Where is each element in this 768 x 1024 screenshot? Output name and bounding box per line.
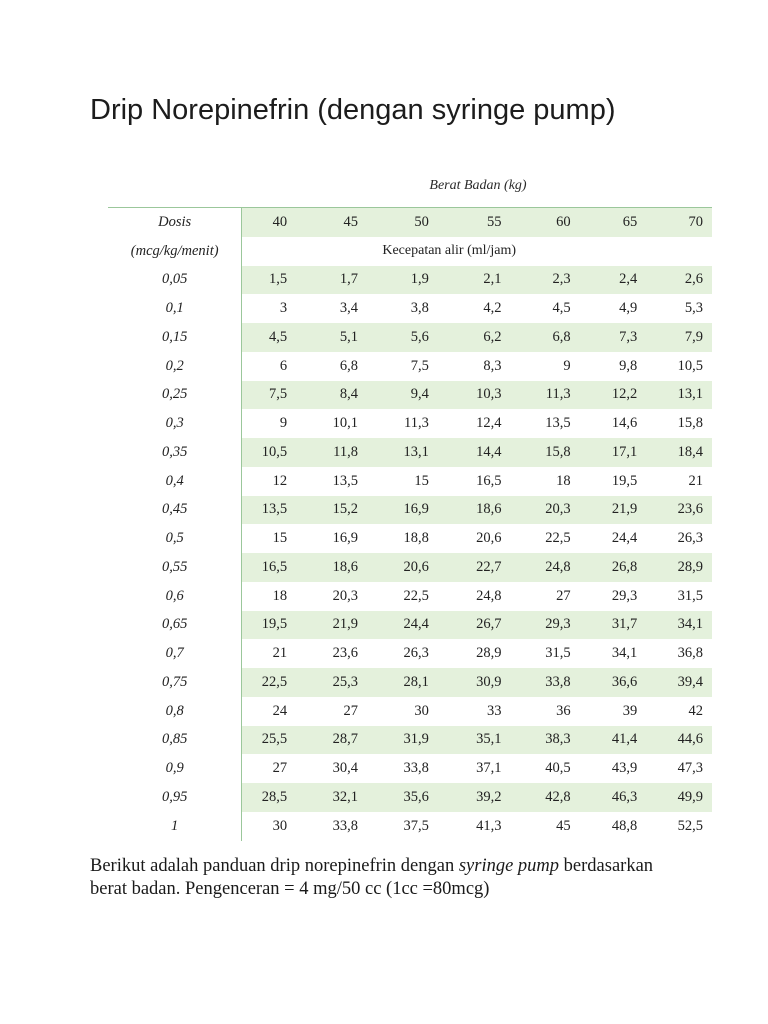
flow-rate-cell: 39 — [622, 702, 638, 719]
table-row — [108, 697, 712, 726]
flow-rate-cell: 3,4 — [339, 300, 358, 317]
flow-rate-cell: 7,5 — [410, 357, 429, 374]
table-row — [108, 524, 712, 553]
dose-cell: 0,7 — [108, 639, 242, 668]
flow-rate-cell: 36,6 — [580, 668, 647, 697]
flow-rate-cell: 13,5 — [545, 415, 571, 432]
table-row — [108, 409, 712, 438]
weight-header-cell: 45 — [296, 208, 367, 237]
flow-rate-cell: 26,8 — [580, 553, 647, 582]
flow-rate-cell: 7,3 — [580, 323, 647, 352]
flow-rate-cell: 11,8 — [296, 438, 367, 467]
flow-rate-cell: 16,9 — [332, 530, 358, 547]
flow-rate-cell: 26,3 — [403, 645, 429, 662]
table-row — [108, 639, 712, 668]
dose-cell: 0,9 — [108, 754, 242, 783]
flow-rate-cell: 30,4 — [332, 760, 358, 777]
flow-rate-cell: 23,6 — [646, 496, 712, 525]
flow-rate-cell: 13,1 — [367, 438, 438, 467]
flow-rate-cell: 13,5 — [332, 472, 358, 489]
table-row — [108, 754, 712, 783]
flow-rate-cell: 15 — [272, 530, 288, 547]
flow-rate-cell: 20,3 — [332, 587, 358, 604]
table-row — [108, 438, 712, 467]
flow-rate-cell: 12,4 — [476, 415, 502, 432]
dose-cell: 0,5 — [108, 524, 242, 553]
flow-rate-cell: 43,9 — [611, 760, 638, 777]
flow-rate-cell: 26,7 — [438, 611, 511, 640]
units-header-row — [108, 237, 712, 266]
dose-cell: 0,25 — [108, 381, 242, 410]
flow-rate-cell: 5,6 — [367, 323, 438, 352]
flow-rate-cell: 9 — [279, 415, 288, 432]
flow-rate-cell: 21,9 — [580, 496, 647, 525]
table-row — [108, 381, 712, 410]
table-row — [108, 294, 712, 323]
flow-rate-cell: 41,4 — [580, 726, 647, 755]
flow-rate-cell: 10,5 — [677, 357, 703, 374]
flow-rate-cell: 18 — [556, 472, 571, 489]
dose-cell: 0,8 — [108, 697, 242, 726]
flow-rate-cell: 37,1 — [476, 760, 502, 777]
flow-rate-cell: 27 — [343, 702, 358, 719]
flow-rate-cell: 25,3 — [296, 668, 367, 697]
flow-rate-cell: 6 — [279, 357, 288, 374]
flow-rate-cell: 8,4 — [296, 381, 367, 410]
flow-rate-cell: 16,9 — [367, 496, 438, 525]
flow-rate-cell: 1,5 — [242, 266, 296, 295]
flow-rate-cell: 32,1 — [296, 783, 367, 812]
table-row — [108, 323, 712, 352]
flow-rate-cell: 13,5 — [242, 496, 296, 525]
flow-rate-cell: 41,3 — [476, 817, 502, 834]
dose-table — [108, 207, 712, 841]
description-part2: berdasarkan berat badan. Pengenceran = 4 mg/50 cc (1cc =80mcg) — [90, 856, 654, 899]
flow-rate-cell: 24,8 — [510, 553, 579, 582]
flow-rate-cell: 29,3 — [510, 611, 579, 640]
flow-rate-cell: 28,1 — [367, 668, 438, 697]
table-row — [108, 266, 712, 295]
table-row — [108, 553, 712, 582]
flow-rate-cell: 28,9 — [646, 553, 712, 582]
flow-rate-cell: 20,3 — [510, 496, 579, 525]
flow-rate-cell: 31,5 — [545, 645, 571, 662]
flow-rate-cell: 1,9 — [367, 266, 438, 295]
dose-cell: 0,75 — [108, 668, 242, 697]
flow-rate-cell: 6,8 — [339, 357, 358, 374]
table-row — [108, 668, 712, 697]
dose-cell: 0,2 — [108, 352, 242, 381]
table-row — [108, 812, 712, 841]
flow-rate-cell: 49,9 — [646, 783, 712, 812]
dose-cell: 0,4 — [108, 467, 242, 496]
flow-rate-cell: 19,5 — [242, 611, 296, 640]
flow-rate-cell: 9,8 — [619, 357, 638, 374]
flow-rate-cell: 22,5 — [545, 530, 571, 547]
flow-rate-cell: 40,5 — [545, 760, 571, 777]
weight-header-cell: 70 — [646, 208, 712, 237]
flow-rate-cell: 4,5 — [552, 300, 571, 317]
flow-rate-cell: 31,5 — [677, 587, 703, 604]
weight-header-cell: 60 — [510, 208, 579, 237]
weight-header-cell: 55 — [438, 208, 511, 237]
flow-rate-cell: 33,8 — [332, 817, 358, 834]
flow-rate-cell: 15,8 — [677, 415, 703, 432]
description-part1: Berikut adalah panduan drip norepinefrin dengan — [90, 856, 459, 876]
flow-rate-cell: 15,8 — [510, 438, 579, 467]
flow-rate-cell: 5,1 — [296, 323, 367, 352]
flow-rate-cell: 37,5 — [403, 817, 429, 834]
flow-rate-cell: 11,3 — [404, 415, 429, 432]
dose-cell: 0,85 — [108, 726, 242, 755]
flow-rate-cell: 9 — [563, 357, 571, 374]
flow-rate-cell: 31,9 — [367, 726, 438, 755]
flow-rate-cell: 3,8 — [410, 300, 429, 317]
flow-rate-cell: 21 — [272, 645, 288, 662]
flow-rate-cell: 18,8 — [403, 530, 429, 547]
flow-rate-cell: 44,6 — [646, 726, 712, 755]
flow-rate-cell: 28,7 — [296, 726, 367, 755]
flow-rate-cell: 42 — [688, 702, 703, 719]
flow-rate-cell: 10,5 — [242, 438, 296, 467]
flow-rate-cell: 2,4 — [580, 266, 647, 295]
table-row — [108, 783, 712, 812]
flow-rate-cell: 12,2 — [580, 381, 647, 410]
flow-rate-cell: 27 — [556, 587, 571, 604]
flow-rate-cell: 27 — [272, 760, 288, 777]
flow-rate-cell: 2,3 — [510, 266, 579, 295]
flow-rate-cell: 4,2 — [483, 300, 502, 317]
flow-rate-cell: 11,3 — [510, 381, 579, 410]
flow-rate-cell: 23,6 — [332, 645, 358, 662]
flow-rate-cell: 33,8 — [510, 668, 579, 697]
flow-rate-cell: 12 — [272, 472, 288, 489]
flow-rate-cell: 7,9 — [646, 323, 712, 352]
flow-rate-cell: 2,1 — [438, 266, 511, 295]
flow-rate-cell: 15,2 — [296, 496, 367, 525]
flow-rate-cell: 22,5 — [242, 668, 296, 697]
flow-rate-cell: 31,7 — [580, 611, 647, 640]
flow-rate-cell: 14,4 — [438, 438, 511, 467]
flow-rate-cell: 25,5 — [242, 726, 296, 755]
flow-rate-cell: 18,4 — [646, 438, 712, 467]
flow-rate-cell: 18,6 — [438, 496, 511, 525]
table-row — [108, 352, 712, 381]
flow-rate-cell: 48,8 — [611, 817, 638, 834]
flow-rate-cell: 8,3 — [483, 357, 502, 374]
flow-rate-cell: 30 — [414, 702, 429, 719]
flow-rate-cell: 21 — [688, 472, 703, 489]
flow-rate-cell: 1,7 — [296, 266, 367, 295]
table-row — [108, 726, 712, 755]
dose-cell: 0,1 — [108, 294, 242, 323]
flow-rate-cell: 20,6 — [476, 530, 502, 547]
flow-rate-cell: 39,2 — [438, 783, 511, 812]
flow-rate-cell: 33 — [486, 702, 502, 719]
dose-unit-header: (mcg/kg/menit) — [108, 237, 242, 266]
flow-rate-cell: 16,5 — [476, 472, 502, 489]
flow-rate-cell: 4,5 — [242, 323, 296, 352]
table-row — [108, 611, 712, 640]
flow-rate-cell: 20,6 — [367, 553, 438, 582]
dose-cell: 0,3 — [108, 409, 242, 438]
dose-cell: 0,15 — [108, 323, 242, 352]
flow-rate-cell: 10,3 — [438, 381, 511, 410]
flow-rate-cell: 28,5 — [242, 783, 296, 812]
flow-rate-cell: 7,5 — [242, 381, 296, 410]
table-row — [108, 582, 712, 611]
flow-rate-cell: 34,1 — [646, 611, 712, 640]
flow-rate-cell: 35,6 — [367, 783, 438, 812]
flow-rate-cell: 19,5 — [611, 472, 638, 489]
flow-rate-cell: 15 — [414, 472, 429, 489]
flow-rate-cell: 16,5 — [242, 553, 296, 582]
flow-rate-cell: 30 — [272, 817, 288, 834]
weight-header-cell: 40 — [242, 208, 296, 237]
flow-rate-cell: 6,8 — [510, 323, 579, 352]
dose-cell: 0,95 — [108, 783, 242, 812]
flow-rate-cell: 13,1 — [646, 381, 712, 410]
flow-rate-caption: Kecepatan alir (ml/jam) — [382, 243, 517, 259]
flow-rate-cell: 47,3 — [677, 760, 703, 777]
flow-rate-cell: 18 — [272, 587, 288, 604]
table-row — [108, 496, 712, 525]
flow-rate-cell: 24 — [272, 702, 288, 719]
flow-rate-cell: 34,1 — [611, 645, 638, 662]
flow-rate-cell: 52,5 — [677, 817, 703, 834]
dose-cell: 1 — [108, 812, 242, 841]
dose-cell: 0,6 — [108, 582, 242, 611]
description-text — [90, 855, 690, 901]
flow-rate-cell: 4,9 — [619, 300, 638, 317]
weight-caption: Berat Badan (kg) — [429, 178, 527, 193]
flow-rate-cell: 17,1 — [580, 438, 647, 467]
flow-rate-cell: 33,8 — [403, 760, 429, 777]
description-emphasis: syringe pump — [458, 856, 560, 876]
flow-rate-cell: 24,4 — [367, 611, 438, 640]
flow-rate-cell: 42,8 — [510, 783, 579, 812]
flow-rate-cell: 35,1 — [438, 726, 511, 755]
dose-cell: 0,65 — [108, 611, 242, 640]
weight-header-cell: 50 — [367, 208, 438, 237]
flow-rate-cell: 38,3 — [510, 726, 579, 755]
dose-header: Dosis — [108, 208, 242, 237]
flow-rate-cell: 18,6 — [296, 553, 367, 582]
weight-header-cell: 65 — [580, 208, 647, 237]
flow-rate-cell: 36 — [556, 702, 571, 719]
flow-rate-cell: 6,2 — [438, 323, 511, 352]
flow-rate-cell: 24,8 — [476, 587, 502, 604]
flow-rate-cell: 28,9 — [476, 645, 502, 662]
flow-rate-cell: 3 — [279, 300, 288, 317]
flow-rate-cell: 26,3 — [677, 530, 703, 547]
flow-rate-cell: 9,4 — [367, 381, 438, 410]
weights-header-row — [108, 208, 712, 237]
flow-rate-cell: 29,3 — [611, 587, 638, 604]
dose-cell: 0,05 — [108, 266, 242, 295]
dose-cell: 0,55 — [108, 553, 242, 582]
flow-rate-cell: 21,9 — [296, 611, 367, 640]
table-row — [108, 467, 712, 496]
flow-rate-cell: 14,6 — [611, 415, 638, 432]
flow-rate-cell: 5,3 — [684, 300, 703, 317]
flow-rate-cell: 10,1 — [332, 415, 358, 432]
flow-rate-cell: 22,7 — [438, 553, 511, 582]
dose-cell: 0,45 — [108, 496, 242, 525]
flow-rate-cell: 2,6 — [646, 266, 712, 295]
flow-rate-cell: 30,9 — [438, 668, 511, 697]
flow-rate-cell: 46,3 — [580, 783, 647, 812]
flow-rate-cell: 45 — [556, 817, 571, 834]
flow-rate-cell: 36,8 — [677, 645, 703, 662]
flow-rate-cell: 22,5 — [403, 587, 429, 604]
dose-cell: 0,35 — [108, 438, 242, 467]
flow-rate-cell: 39,4 — [646, 668, 712, 697]
page-title: Drip Norepinefrin (dengan syringe pump) — [90, 94, 616, 126]
flow-rate-cell: 24,4 — [611, 530, 638, 547]
